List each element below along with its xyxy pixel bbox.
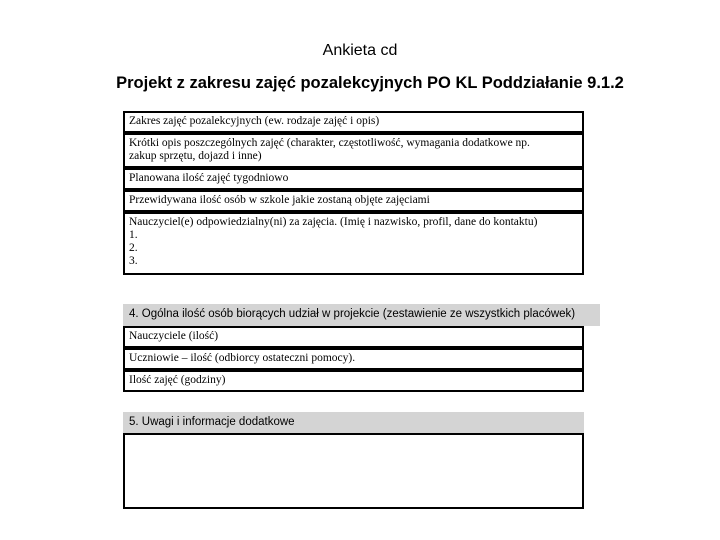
class-hours-label: Ilość zajęć (godziny): [129, 374, 226, 386]
page-subtitle: Ankieta cd: [322, 42, 398, 59]
section4-header: 4. Ogólna ilość osób biorących udział w projekcie (zestawienie ze wszystkich placówek): [123, 304, 600, 326]
teacher-item-1: 1.: [129, 229, 138, 241]
teacher-item-3: 3.: [129, 255, 138, 267]
class-hours-field[interactable]: [123, 370, 584, 392]
teachers-count-label: Nauczyciele (ilość): [129, 330, 219, 342]
teachers-field[interactable]: [123, 212, 584, 275]
description-label-line1: Krótki opis poszczególnych zajęć (charakter, częstotliwość, wymagania dodatkowe np.: [129, 137, 530, 149]
description-field[interactable]: [123, 133, 584, 168]
weekly-classes-label: Planowana ilość zajęć tygodniowo: [129, 172, 289, 184]
remarks-field[interactable]: [123, 433, 584, 509]
page-title: Projekt z zakresu zajęć pozalekcyjnych PO KL Poddziałanie 9.1.2: [116, 74, 624, 92]
scope-label: Zakres zajęć pozalekcyjnych (ew. rodzaje zajęć i opis): [129, 115, 380, 127]
description-label-line2: zakup sprzętu, dojazd i inne): [129, 150, 262, 162]
teachers-label: Nauczyciel(e) odpowiedzialny(ni) za zajęcia. (Imię i nazwisko, profil, dane do kontaktu): [129, 216, 538, 228]
teachers-count-field[interactable]: [123, 326, 584, 348]
section5-header: 5. Uwagi i informacje dodatkowe: [123, 412, 584, 433]
students-count-field[interactable]: [123, 348, 584, 370]
students-count-label: Uczniowie – ilość (odbiorcy ostateczni pomocy).: [129, 352, 356, 364]
participants-field[interactable]: [123, 190, 584, 212]
scope-field[interactable]: [123, 111, 584, 133]
participants-label: Przewidywana ilość osób w szkole jakie zostaną objęte zajęciami: [129, 194, 430, 206]
weekly-classes-field[interactable]: [123, 168, 584, 190]
teacher-item-2: 2.: [129, 242, 138, 254]
